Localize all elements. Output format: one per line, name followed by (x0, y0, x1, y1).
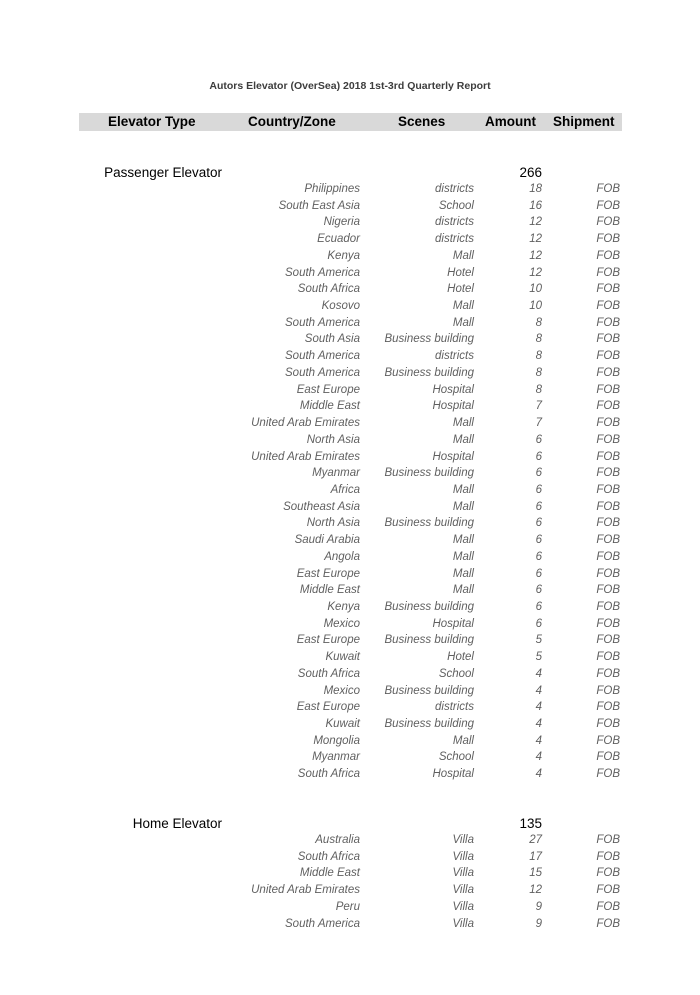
amount-cell: 6 (535, 483, 542, 496)
amount-cell: 4 (535, 751, 542, 764)
scene-cell: Villa (452, 867, 474, 880)
table-row (0, 482, 700, 499)
table-row (0, 298, 700, 315)
amount-cell: 4 (535, 768, 542, 781)
scene-cell: Business building (384, 517, 474, 530)
scene-cell: Business building (384, 600, 474, 613)
amount-cell: 9 (535, 900, 542, 913)
group-total: 266 (519, 165, 542, 180)
country-cell: East Europe (296, 567, 360, 580)
shipment-cell: FOB (596, 884, 620, 897)
shipment-cell: FOB (596, 684, 620, 697)
amount-cell: 4 (535, 734, 542, 747)
scene-cell: Mall (452, 734, 474, 747)
scene-cell: Mall (452, 550, 474, 563)
shipment-cell: FOB (596, 768, 620, 781)
report-title: Autors Elevator (OverSea) 2018 1st-3rd Quarterly Report (209, 80, 491, 92)
amount-cell: 6 (535, 467, 542, 480)
country-cell: East Europe (296, 634, 360, 647)
amount-cell: 6 (535, 517, 542, 530)
amount-cell: 16 (529, 199, 542, 212)
column-header-elevator-type: Elevator Type (108, 114, 196, 129)
scene-cell: Hotel (447, 283, 474, 296)
country-cell: Myanmar (312, 751, 360, 764)
table-row (0, 398, 700, 415)
amount-cell: 10 (529, 283, 542, 296)
amount-cell: 4 (535, 684, 542, 697)
table-row (0, 882, 700, 899)
country-cell: Kuwait (325, 651, 360, 664)
country-cell: Kosovo (321, 300, 360, 313)
country-cell: Myanmar (312, 467, 360, 480)
table-row (0, 733, 700, 750)
amount-cell: 5 (535, 651, 542, 664)
shipment-cell: FOB (596, 900, 620, 913)
amount-cell: 8 (535, 333, 542, 346)
country-cell: Nigeria (323, 216, 360, 229)
amount-cell: 27 (529, 834, 542, 846)
country-cell: South America (285, 917, 360, 930)
shipment-cell: FOB (596, 483, 620, 496)
shipment-cell: FOB (596, 850, 620, 863)
country-cell: South Africa (297, 768, 360, 781)
amount-cell: 6 (535, 567, 542, 580)
country-cell: South America (285, 316, 360, 329)
country-cell: Mexico (323, 617, 360, 630)
country-cell: United Arab Emirates (251, 884, 360, 897)
table-row (0, 766, 700, 783)
amount-cell: 5 (535, 634, 542, 647)
amount-cell: 9 (535, 917, 542, 930)
country-cell: Kenya (327, 249, 360, 262)
amount-cell: 6 (535, 617, 542, 630)
group-total: 135 (519, 816, 542, 831)
amount-cell: 6 (535, 584, 542, 597)
shipment-cell: FOB (596, 199, 620, 212)
amount-cell: 6 (535, 433, 542, 446)
country-cell: Ecuador (317, 233, 360, 246)
country-cell: South Africa (297, 850, 360, 863)
shipment-cell: FOB (596, 500, 620, 513)
table-row (0, 449, 700, 466)
table-row (0, 248, 700, 265)
country-cell: Philippines (304, 183, 360, 195)
table-row (0, 265, 700, 282)
table-row (0, 365, 700, 382)
country-cell: Middle East (299, 867, 360, 880)
scene-cell: Mall (452, 483, 474, 496)
shipment-cell: FOB (596, 467, 620, 480)
scene-cell: Mall (452, 316, 474, 329)
shipment-cell: FOB (596, 917, 620, 930)
amount-cell: 12 (529, 233, 542, 246)
amount-cell: 8 (535, 350, 542, 363)
amount-cell: 8 (535, 316, 542, 329)
country-cell: Mongolia (313, 734, 360, 747)
table-row (0, 849, 700, 866)
country-cell: South Asia (304, 333, 360, 346)
shipment-cell: FOB (596, 600, 620, 613)
scene-cell: Mall (452, 500, 474, 513)
amount-cell: 12 (529, 249, 542, 262)
amount-cell: 4 (535, 667, 542, 680)
shipment-cell: FOB (596, 517, 620, 530)
scene-cell: Mall (452, 584, 474, 597)
scene-cell: Business building (384, 634, 474, 647)
scene-cell: Business building (384, 684, 474, 697)
table-row (0, 348, 700, 365)
country-cell: Mexico (323, 684, 360, 697)
table-row (0, 499, 700, 516)
table-row (0, 649, 700, 666)
country-cell: Southeast Asia (283, 500, 360, 513)
shipment-cell: FOB (596, 667, 620, 680)
shipment-cell: FOB (596, 634, 620, 647)
shipment-cell: FOB (596, 751, 620, 764)
shipment-cell: FOB (596, 183, 620, 195)
scene-cell: Hospital (432, 617, 474, 630)
table-row (0, 749, 700, 766)
country-cell: South Africa (297, 283, 360, 296)
table-row (0, 331, 700, 348)
country-cell: Angola (324, 550, 360, 563)
column-header-amount: Amount (485, 114, 536, 129)
table-row (0, 549, 700, 566)
scene-cell: Business building (384, 366, 474, 379)
country-cell: United Arab Emirates (251, 450, 360, 463)
country-cell: Peru (335, 900, 360, 913)
shipment-cell: FOB (596, 233, 620, 246)
country-cell: Africa (330, 483, 360, 496)
scene-cell: Hospital (432, 400, 474, 413)
shipment-cell: FOB (596, 383, 620, 396)
amount-cell: 6 (535, 450, 542, 463)
shipment-cell: FOB (596, 300, 620, 313)
scene-cell: Business building (384, 718, 474, 730)
shipment-cell: FOB (596, 550, 620, 563)
shipment-cell: FOB (596, 283, 620, 296)
scene-cell: Hospital (432, 383, 474, 396)
amount-cell: 6 (535, 534, 542, 547)
table-row (0, 599, 700, 616)
country-cell: Kuwait (325, 718, 360, 730)
scene-cell: districts (435, 701, 474, 714)
scene-cell: Mall (452, 300, 474, 313)
scene-cell: Business building (384, 333, 474, 346)
table-row (0, 214, 700, 231)
amount-cell: 15 (529, 867, 542, 880)
group-title: Home Elevator (132, 816, 222, 831)
table-row (0, 865, 700, 882)
amount-cell: 4 (535, 718, 542, 730)
table-row (0, 415, 700, 432)
table-row (0, 616, 700, 633)
table-row (0, 515, 700, 532)
table-row (0, 683, 700, 700)
shipment-cell: FOB (596, 366, 620, 379)
amount-cell: 17 (529, 850, 542, 863)
table-row (0, 716, 700, 733)
amount-cell: 4 (535, 701, 542, 714)
amount-cell: 18 (529, 183, 542, 195)
scene-cell: Mall (452, 417, 474, 430)
group-rows (0, 832, 700, 932)
table-row (0, 432, 700, 449)
table-row (0, 231, 700, 248)
country-cell: Australia (315, 834, 360, 846)
column-header-shipment: Shipment (553, 114, 615, 129)
scene-cell: Hotel (447, 266, 474, 279)
shipment-cell: FOB (596, 266, 620, 279)
scene-cell: Mall (452, 433, 474, 446)
amount-cell: 12 (529, 884, 542, 897)
table-row (0, 181, 700, 198)
country-cell: North Asia (306, 517, 360, 530)
amount-cell: 6 (535, 500, 542, 513)
country-cell: South East Asia (278, 199, 360, 212)
shipment-cell: FOB (596, 433, 620, 446)
scene-cell: School (438, 667, 474, 680)
scene-cell: Hospital (432, 450, 474, 463)
amount-cell: 7 (535, 417, 542, 430)
table-row (0, 465, 700, 482)
country-cell: Middle East (299, 584, 360, 597)
table-row (0, 582, 700, 599)
column-header-country-zone: Country/Zone (248, 114, 336, 129)
column-header-scenes: Scenes (398, 114, 446, 129)
group-title: Passenger Elevator (104, 165, 222, 180)
scene-cell: Villa (452, 884, 474, 897)
table-row (0, 916, 700, 933)
table-row (0, 632, 700, 649)
table-row (0, 281, 700, 298)
scene-cell: Hotel (447, 651, 474, 664)
country-cell: South America (285, 350, 360, 363)
scene-cell: Villa (452, 834, 474, 846)
shipment-cell: FOB (596, 400, 620, 413)
scene-cell: Villa (452, 850, 474, 863)
table-row (0, 566, 700, 583)
table-row (0, 832, 700, 849)
country-cell: East Europe (296, 383, 360, 396)
amount-cell: 8 (535, 383, 542, 396)
table-row (0, 899, 700, 916)
country-cell: East Europe (296, 701, 360, 714)
scene-cell: Mall (452, 567, 474, 580)
country-cell: Kenya (327, 600, 360, 613)
scene-cell: districts (435, 183, 474, 195)
shipment-cell: FOB (596, 534, 620, 547)
scene-cell: Mall (452, 534, 474, 547)
shipment-cell: FOB (596, 316, 620, 329)
amount-cell: 7 (535, 400, 542, 413)
scene-cell: Hospital (432, 768, 474, 781)
amount-cell: 12 (529, 266, 542, 279)
shipment-cell: FOB (596, 350, 620, 363)
scene-cell: School (438, 751, 474, 764)
table-row (0, 666, 700, 683)
shipment-cell: FOB (596, 651, 620, 664)
table-row (0, 532, 700, 549)
country-cell: South America (285, 266, 360, 279)
shipment-cell: FOB (596, 249, 620, 262)
shipment-cell: FOB (596, 584, 620, 597)
amount-cell: 12 (529, 216, 542, 229)
table-row (0, 382, 700, 399)
country-cell: South Africa (297, 667, 360, 680)
shipment-cell: FOB (596, 567, 620, 580)
country-cell: Saudi Arabia (294, 534, 360, 547)
shipment-cell: FOB (596, 333, 620, 346)
shipment-cell: FOB (596, 867, 620, 880)
table-row (0, 699, 700, 716)
amount-cell: 8 (535, 366, 542, 379)
scene-cell: School (438, 199, 474, 212)
country-cell: North Asia (306, 433, 360, 446)
scene-cell: Mall (452, 249, 474, 262)
amount-cell: 6 (535, 550, 542, 563)
shipment-cell: FOB (596, 216, 620, 229)
table-row (0, 315, 700, 332)
table-header (79, 113, 622, 131)
scene-cell: Business building (384, 467, 474, 480)
country-cell: South America (285, 366, 360, 379)
shipment-cell: FOB (596, 450, 620, 463)
shipment-cell: FOB (596, 734, 620, 747)
country-cell: United Arab Emirates (251, 417, 360, 430)
table-row (0, 198, 700, 215)
scene-cell: districts (435, 350, 474, 363)
shipment-cell: FOB (596, 417, 620, 430)
shipment-cell: FOB (596, 834, 620, 846)
amount-cell: 10 (529, 300, 542, 313)
shipment-cell: FOB (596, 701, 620, 714)
scene-cell: districts (435, 233, 474, 246)
amount-cell: 6 (535, 600, 542, 613)
shipment-cell: FOB (596, 617, 620, 630)
group-rows (0, 181, 700, 783)
scene-cell: Villa (452, 900, 474, 913)
scene-cell: districts (435, 216, 474, 229)
scene-cell: Villa (452, 917, 474, 930)
country-cell: Middle East (299, 400, 360, 413)
shipment-cell: FOB (596, 718, 620, 730)
